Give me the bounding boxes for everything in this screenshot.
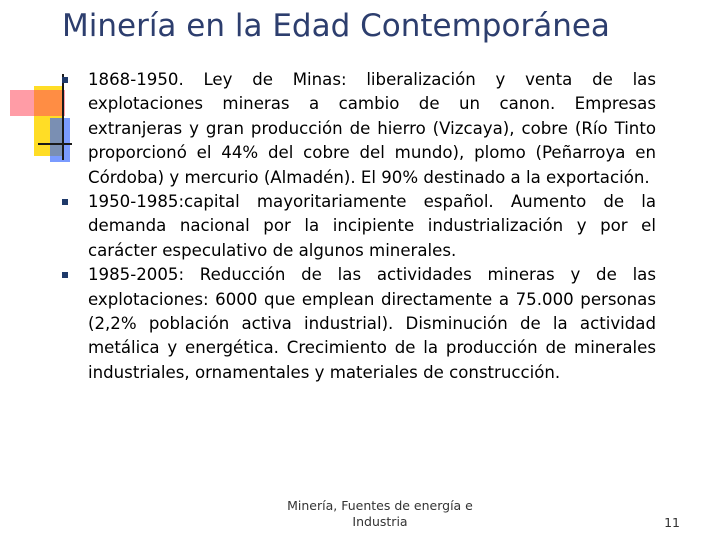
bullet-item [62, 68, 656, 190]
bullet-text: 1985-2005: Reducción de las actividades mineras y de las explotaciones: 6000 que emplean directamente a 75.000 personas (2,2% población activa industrial). Disminución de la actividad metálica y energética. Crecimiento de la producción de minerales industriales, ornamentales y materiales de construcción. [88, 265, 656, 382]
bullet-text: 1950-1985:capital mayoritariamente español. Aumento de la demanda nacional por la incipiente industrialización y por el carácter especulativo de algunos minerales. [88, 192, 656, 260]
footer-line: Industria [352, 514, 408, 529]
page-number: 11 [664, 515, 680, 530]
slide-footer [270, 498, 490, 530]
bullet-item [62, 190, 656, 263]
footer-line: Minería, Fuentes de energía e [287, 498, 473, 513]
square-bullet-icon [62, 199, 68, 205]
square-bullet-icon [62, 77, 68, 83]
bullet-text: 1868-1950. Ley de Minas: liberalización y venta de las explotaciones mineras a cambio de un canon. Empresas extranjeras y gran producción de hierro (Vizcaya), cobre (Río Tinto proporcionó el 44% del cobre del mundo), plomo (Peñarroya en Córdoba) y mercurio (Almadén). El 90% destinado a la exportación. [88, 70, 656, 187]
slide-title: Minería en la Edad Contemporánea [62, 8, 610, 44]
square-bullet-icon [62, 272, 68, 278]
bullet-list [62, 68, 656, 385]
bullet-item [62, 263, 656, 385]
